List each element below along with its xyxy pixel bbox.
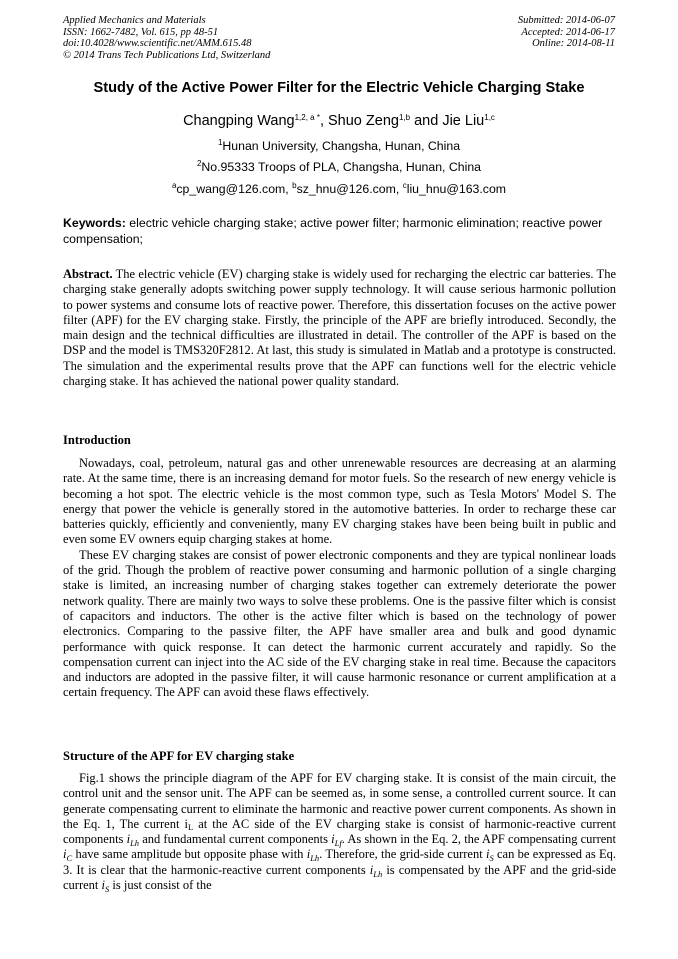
- introduction-body: [63, 456, 616, 701]
- online-date: Online: 2014-08-11: [532, 38, 615, 50]
- structure-body: [63, 771, 616, 893]
- email-a: cp_wang@126.com,: [176, 182, 293, 196]
- author-name: Changping Wang: [183, 113, 295, 129]
- author-affiliation-marker: 1,c: [484, 113, 495, 122]
- accepted-date: Accepted: 2014-06-17: [521, 26, 615, 38]
- abstract: [63, 267, 616, 389]
- submitted-date: Submitted: 2014-06-07: [517, 15, 615, 26]
- keywords: [63, 216, 616, 247]
- author-emails: $^a$cp_wang@126.com, $^b$sz_hnu@126.com, $^c$liu_hnu@163.com: [171, 181, 507, 196]
- introduction-heading: Introduction: [63, 433, 131, 447]
- author-name: , Shuo Zeng: [319, 113, 399, 129]
- submission-dates: [518, 15, 615, 50]
- email-b: sz_hnu@126.com,: [296, 182, 403, 196]
- abstract-text: The electric vehicle (EV) charging stake is widely used for recharging the electric car batteries. The charging stake generally adopts switching power supply technology. It will cause serious harmonic pollution to power systems and consume lots of reactive power. Therefore, this dissertation focuses on the active power filter (APF) for the EV charging stake. Firstly, the principle of the APF are briefly introduced. Secondly, the main design and the technical difficulties are illustrated in detail. The controller of the APF is based on the DSP and the model is TMS320F2812. At last, this study is simulated in Matlab and a prototype is constructed. The simulation and the experimental results prove that the APF can functions well for the electric vehicle charging stake. It has achieved the national power quality standard.: [63, 267, 616, 389]
- author-affiliation-marker: 1,2, a *: [294, 113, 320, 122]
- journal-name: Applied Mechanics and Materials: [63, 15, 206, 26]
- affiliation-1: $^1$Hunan University, Changsha, Hunan, China: [217, 138, 461, 153]
- copyright-line: © 2014 Trans Tech Publications Ltd, Switzerland: [63, 49, 271, 61]
- issn-line: ISSN: 1662-7482, Vol. 615, pp 48-51: [63, 26, 219, 38]
- email-c: liu_hnu@163.com: [406, 182, 507, 196]
- paper-title: Study of the Active Power Filter for the Electric Vehicle Charging Stake: [93, 80, 585, 96]
- author-name: and Jie Liu: [410, 113, 485, 129]
- abstract-label: Abstract.: [63, 267, 113, 281]
- structure-heading: Structure of the APF for EV charging stake: [63, 749, 295, 763]
- keywords-label: Keywords:: [63, 216, 126, 230]
- keywords-text: electric vehicle charging stake; active power filter; harmonic elimination; reactive power compensation;: [63, 216, 603, 246]
- paragraph: Fig.1 shows the principle diagram of the APF for EV charging stake. It is consist of the main circuit, the control unit and the sensor unit. The APF can be seemed as, in some sense, a controlled current source. It can generate compensating current to eliminate the harmonic and reactive power current components. As shown in the Eq. 1, The current iL at the AC side of the EV charging stake is consist of harmonic-reactive current components $i_{Lh}$ and fundamental current components $i_{Lf}$. As shown in the Eq. 2, the APF compensating current $i_C$ have same amplitude but opposite phase with $i_{Lh}$. Therefore, the grid-side current $i_S$ can be expressed as Eq. 3. It is clear that the harmonic-reactive current components $i_{Lh}$ is compensated by the APF and the grid-side current $i_S$ is just consist of the: [63, 771, 617, 895]
- author-list: [40, 113, 638, 129]
- paragraph: Nowadays, coal, petroleum, natural gas and other unrenewable resources are decreasing at an alarming rate. At the same time, there is an increasing demand for motor fuels. So the research of new energy vehicle is becoming a hot spot. The electric vehicle is the most common type, such as Tesla Motors' Model S. The energy that power the vehicle is generally stored in the automotive batteries. In order to recharge these car batteries quickly, efficiently and conveniently, many EV charging stakes have been being built in public and even some EV owners equip charging stakes at home.: [63, 456, 616, 547]
- paragraph: These EV charging stakes are consist of power electronic components and they are typical nonlinear loads of the grid. Though the problem of reactive power consuming and harmonic pollution of a single charging stake is limited, an increasing number of charging stakes together can extremely deteriorate the power network quality. There are mainly two ways to solve these problems. One is the passive filter which is consist of capacitors and inductors. The other is the active filter which is based on the technology of power electronics. Comparing to the passive filter, the APF have smaller area and bulk and good dynamic performance with quick response. It can detect the harmonic current accurately and rapidly. So the compensation current can inject into the AC side of the EV charging stake in real time. Because the capacitors and inductors are adopted in the passive filter, it will cause harmonic resonance or current amplification at a certain frequency. The APF can avoid these flaws effectively.: [63, 547, 616, 700]
- affiliation-2: $^2$No.95333 Troops of PLA, Changsha, Hunan, China: [196, 159, 482, 174]
- doi-line: doi:10.4028/www.scientific.net/AMM.615.48: [63, 38, 252, 50]
- journal-info: [63, 15, 270, 61]
- author-affiliation-marker: 1,b: [398, 113, 411, 122]
